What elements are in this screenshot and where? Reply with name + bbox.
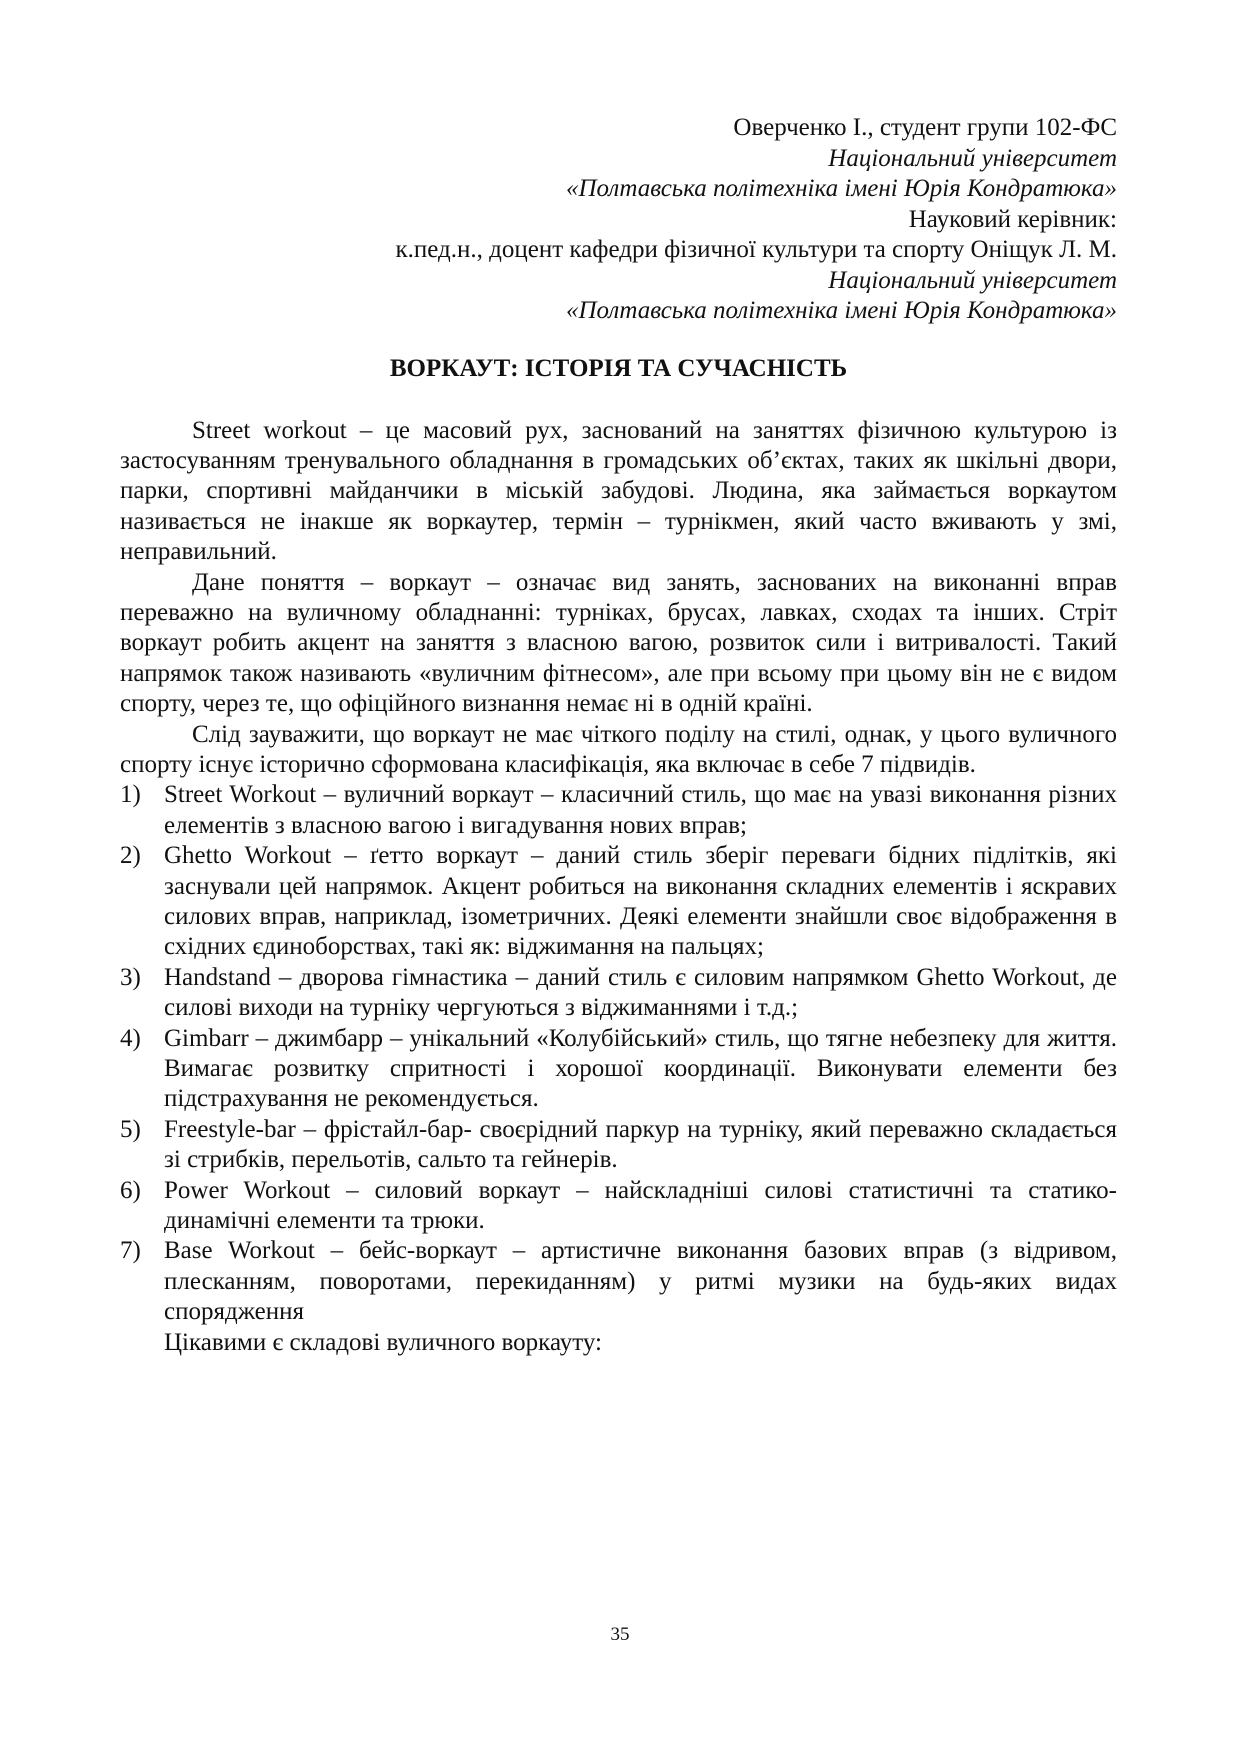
- list-item: [120, 1236, 1117, 1327]
- article-title: ВОРКАУТ: ІСТОРІЯ ТА СУЧАСНІСТЬ: [389, 354, 848, 382]
- list-text: Base Workout – бейс-воркаут – артистичне виконання базових вправ (з відривом, плесканням, поворотами, перекиданням) у ритмі музики на будь-яких видах спорядження: [164, 1237, 1117, 1326]
- author-affiliation-line2: «Полтавська політехніка імені Юрія Кондратюка»: [566, 175, 1117, 202]
- page-number: 35: [610, 1624, 630, 1645]
- supervisor-affiliation-line1: Національний університет: [828, 266, 1117, 294]
- list-number: 1): [120, 781, 141, 809]
- author-name: Оверченко І., студент групи 102-ФС: [733, 114, 1117, 141]
- list-text: Freestyle-bar – фрістайл-бар- своєрідний паркур на турніку, який переважно складається зі стрибків, перельотів, сальто та гейнерів.: [164, 1115, 1117, 1174]
- list-text: Power Workout – силовий воркаут – найскладніші силові статистичні та статико-динамічні елементи та трюки.: [164, 1176, 1117, 1235]
- list-number: 7): [120, 1237, 141, 1265]
- author-block: [120, 113, 1117, 327]
- supervisor-name: к.пед.н., доцент кафедри фізичної культури та спорту Оніщук Л. М.: [395, 236, 1117, 263]
- paragraph-1: Street workout – це масовий рух, заснований на заняттях фізичною культурою із застосуванням тренувального обладнання в громадських об’єктах, таких як шкільні двори, парки, спортивні майданчики в міській забудові. Людина, яка займається воркаутом називається не інакше як воркаутер, термін – турнікмен, який часто вживають у змі, неправильний.: [120, 416, 1117, 566]
- list-item: [120, 780, 1117, 841]
- list-number: 6): [120, 1176, 141, 1204]
- list-text: Handstand – дворова гімнастика – даний стиль є силовим напрямком Ghetto Workout, де силові виходи на турніку чергуються з віджиманнями і т.д.;: [164, 963, 1117, 1022]
- list-item: [120, 963, 1117, 1024]
- list-number: 4): [120, 1024, 141, 1052]
- supervisor-affiliation-line2: «Полтавська політехніка імені Юрія Кондратюка»: [566, 297, 1117, 324]
- list-item: [120, 841, 1117, 963]
- list-number: 2): [120, 842, 141, 870]
- list-text: Street Workout – вуличний воркаут – класичний стиль, що має на увазі виконання різних елементів з власною вагою і вигадування нових вправ;: [164, 781, 1117, 839]
- closing-sentence: Цікавими є складові вуличного воркауту:: [164, 1328, 602, 1356]
- paragraph-2: Дане поняття – воркаут – означає вид занять, заснованих на виконанні вправ переважно на вуличному обладнанні: турніках, брусах, лавках, сходах та інших. Стріт воркаут робить акцент на заняття з власною вагою, розвиток сили і витривалості. Такий напрямок також називають «вуличним фітнесом», але при всьому при цьому він не є видом спорту, через те, що офіційного визнання немає ні в одній країні.: [120, 568, 1117, 718]
- list-number: 3): [120, 963, 141, 991]
- list-text: Ghetto Workout – ґетто воркаут – даний стиль зберіг переваги бідних підлітків, які заснували цей напрямок. Акцент робиться на виконання складних елементів і яскравих силових вправ, наприклад, ізометричних. Деякі елементи знайшли своє відображення в східних єдиноборствах, такі як: віджимання на пальцях;: [164, 842, 1117, 961]
- list-text: Gimbarr – джимбарр – унікальний «Колубійський» стиль, що тягне небезпеку для життя. Вимагає розвитку спритності і хорошої координації. Виконувати елементи без підстрахування не рекомендується.: [164, 1024, 1117, 1113]
- list-number: 5): [120, 1115, 141, 1143]
- workout-styles-list: [120, 780, 1117, 1327]
- supervisor-label: Науковий керівник:: [908, 205, 1117, 233]
- list-item: [120, 1024, 1117, 1115]
- author-affiliation-line1: Національний університет: [828, 144, 1117, 172]
- paragraph-3: Слід зауважити, що воркаут не має чіткого поділу на стилі, однак, у цього вуличного спорту існує історично сформована класифікація, яка включає в себе 7 підвидів.: [120, 720, 1117, 778]
- document-page: [120, 113, 1117, 1358]
- list-item: [120, 1176, 1117, 1237]
- list-item: [120, 1115, 1117, 1176]
